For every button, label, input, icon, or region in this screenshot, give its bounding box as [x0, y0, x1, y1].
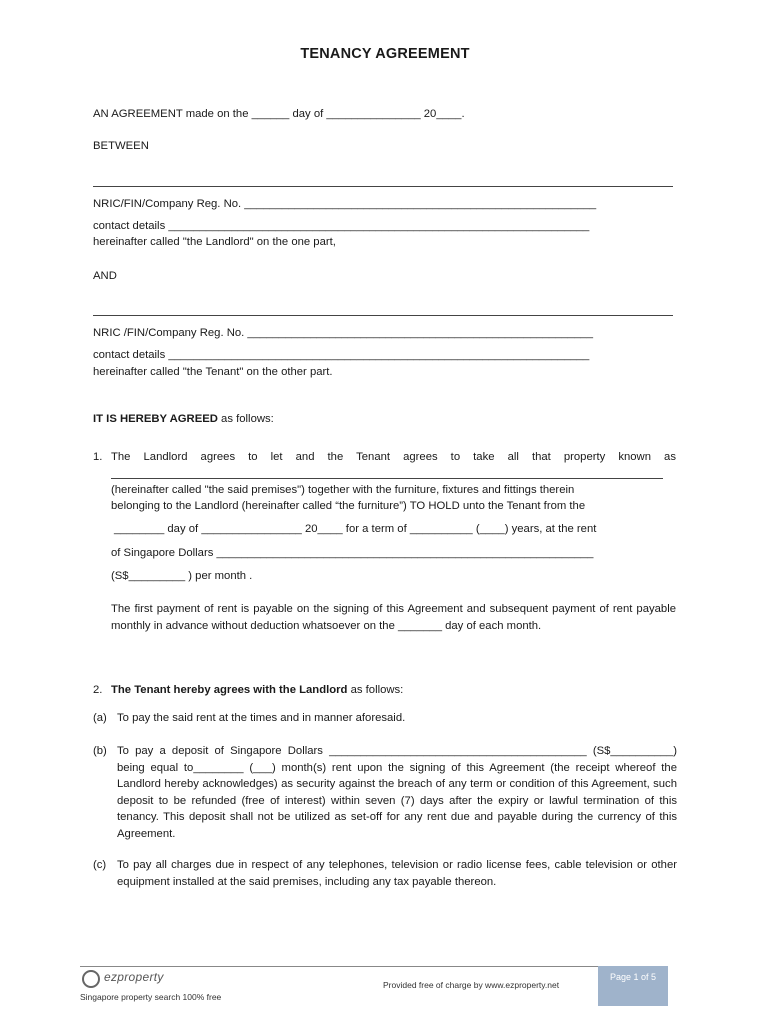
document-title: TENANCY AGREEMENT — [300, 46, 470, 62]
clause1-number: 1. — [93, 451, 103, 463]
footer-tagline: Singapore property search 100% free — [80, 992, 222, 1002]
ezproperty-logo — [80, 968, 190, 990]
page-number: Page 1 of 5 — [609, 972, 657, 982]
tenant-name-blank — [93, 315, 673, 316]
and-label: AND — [93, 270, 117, 282]
tenant-reg-line: NRIC /FIN/Company Reg. No. _______________________________________________________ — [93, 327, 593, 339]
agreed-heading-rest: as follows: — [217, 413, 274, 425]
page-number-box — [598, 966, 668, 1006]
clause2a-text: To pay the said rent at the times and in manner aforesaid. — [117, 712, 406, 724]
logo-text: ezproperty — [104, 970, 164, 984]
clause2-number: 2. — [93, 684, 103, 696]
clause2a-label: (a) — [93, 712, 107, 724]
clause1-line3: (hereinafter called "the said premises") together with the furniture, fixtures and fittings therein — [111, 484, 575, 496]
clause1-monthly-rent: (S$_________ ) per month . — [111, 570, 253, 582]
clause1-term-line: ________ day of ________________ 20____ for a term of __________ (____) years, at the rent — [114, 523, 597, 535]
clause2-heading-bold: The Tenant hereby agrees with the Landlord — [111, 684, 348, 696]
tenant-called-line: hereinafter called "the Tenant" on the other part. — [93, 366, 333, 378]
ezproperty-logo-icon — [82, 970, 100, 988]
clause1-rent-line: of Singapore Dollars ____________________________________________________________ — [111, 547, 594, 559]
clause2b-label: (b) — [93, 745, 107, 757]
between-label: BETWEEN — [93, 140, 149, 152]
agreed-heading — [93, 411, 274, 428]
landlord-contact-line: contact details ___________________________________________________________________ — [93, 220, 590, 232]
property-address-blank — [111, 478, 663, 479]
clause2-heading-rest: as follows: — [347, 684, 404, 696]
clause1-first-payment: The first payment of rent is payable on the signing of this Agreement and subsequent payment of rent payable monthly in advance without deduction whatsoever on the _______ day of each month. — [111, 603, 676, 632]
clause2c-text: To pay all charges due in respect of any telephones, television or radio license fees, cable television or other equipment installed at the said premises, including any tax payable thereon. — [117, 859, 677, 888]
footer-provided-by: Provided free of charge by www.ezproperty.net — [383, 980, 560, 990]
landlord-name-blank — [93, 186, 673, 187]
landlord-called-line: hereinafter called "the Landlord" on the one part, — [93, 236, 336, 248]
clause2c-label: (c) — [93, 859, 107, 871]
tenant-contact-line: contact details ___________________________________________________________________ — [93, 349, 590, 361]
clause2-heading — [111, 682, 403, 699]
landlord-reg-line: NRIC/FIN/Company Reg. No. ________________________________________________________ — [93, 198, 597, 210]
clause2b-text: To pay a deposit of Singapore Dollars _________________________________________ (S$__________) being equal to________ (___) month(s) rent upon the signing of this Agreement (the receipt whereof the Landlord hereby acknowledges) as security against the breach of any term or condition of this Agreement, such deposit to be refunded (free of interest) within seven (7) days after the expiry or lawful termination of this tenancy. This deposit shall not be utilized as set-off for any rent due and payable during the currency of this Agreement. — [117, 745, 677, 840]
footer-rule — [80, 966, 668, 967]
clause1-line4: belonging to the Landlord (hereinafter called “the furniture”) TO HOLD unto the Tenant from the — [111, 500, 586, 512]
clause1-line1: The Landlord agrees to let and the Tenant agrees to take all that property known as — [111, 451, 676, 463]
agreed-heading-bold: IT IS HEREBY AGREED — [93, 413, 218, 425]
agreement-date-line: AN AGREEMENT made on the ______ day of _______________ 20____. — [93, 108, 465, 120]
